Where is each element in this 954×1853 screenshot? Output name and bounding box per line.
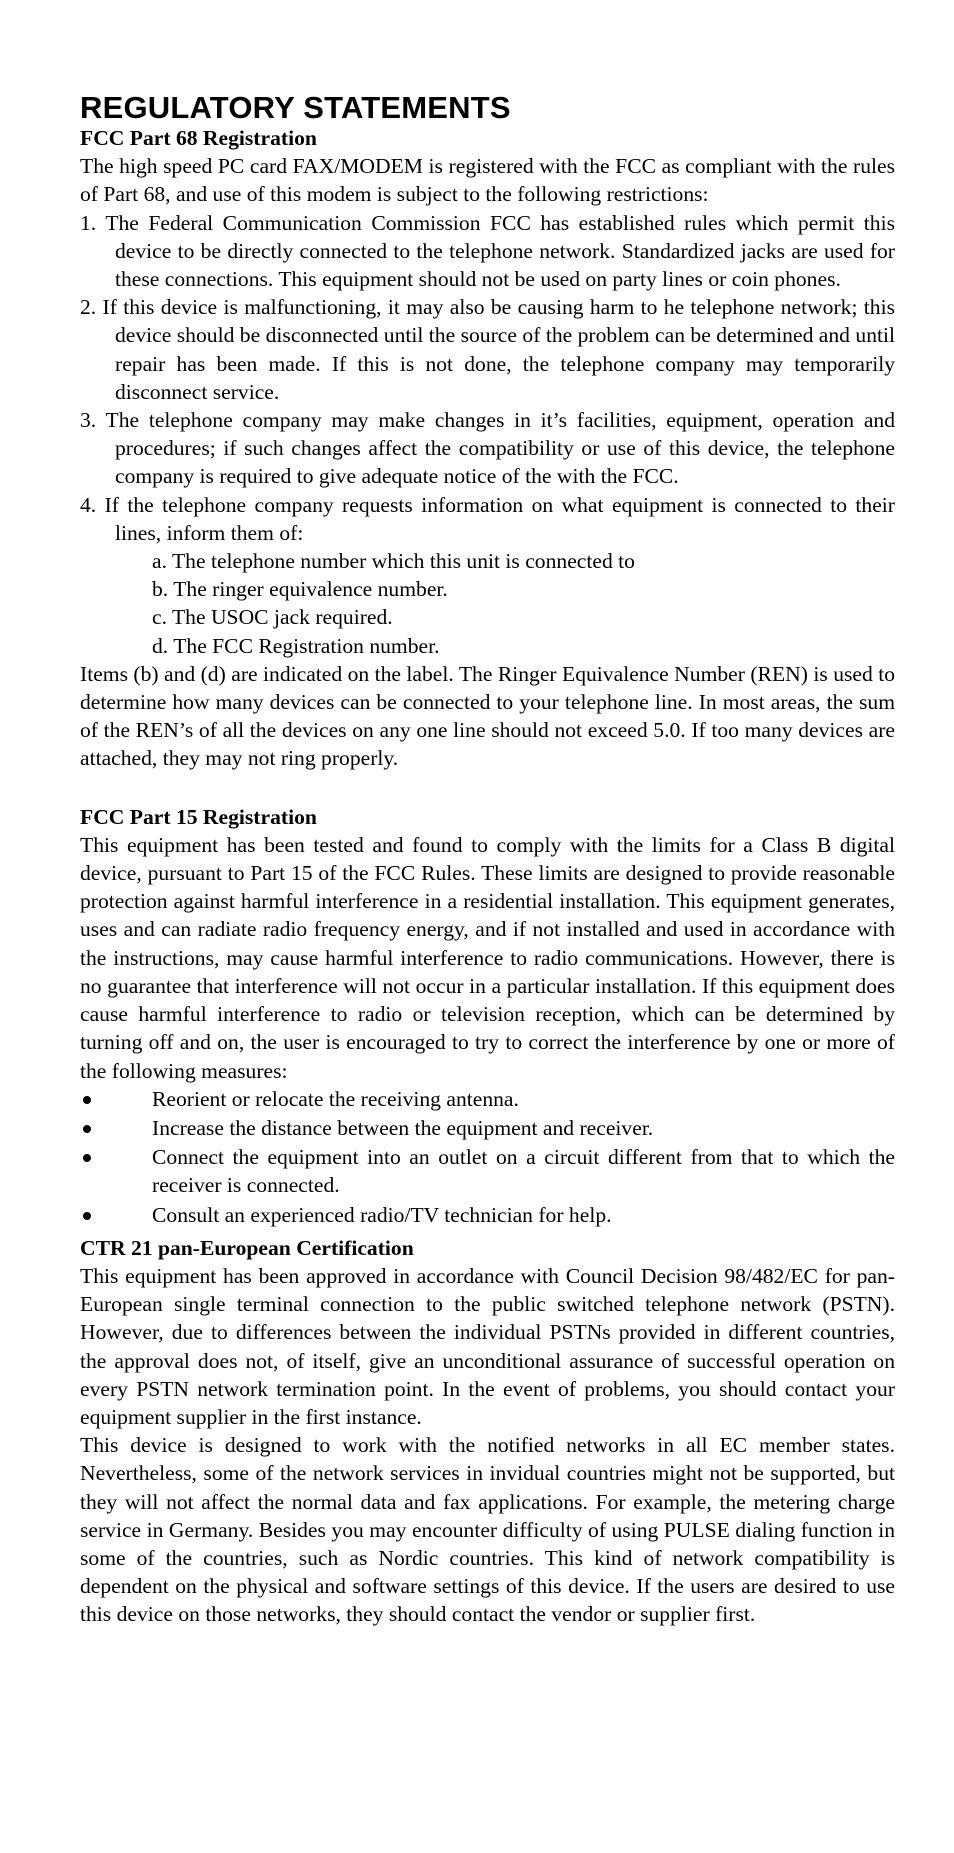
fcc-part-15-body: This equipment has been tested and found to comply with the limits for a Class B digital device, pursuant to Part 15 of the FCC Rules. These limits are designed to provide reasonable protection against harmful interference in a residential installation. This equipment generates, uses and can radiate radio frequency energy, and if not installed and used in accordance with the instructions, may cause harmful interference to radio communications. However, there is no guarantee that interference will not occur in a particular installation. If this equipment does cause harmful interference to radio or television reception, which can be determined by turning off and on, the user is encouraged to try to correct the interference by one or more of the following measures:: [80, 832, 895, 1083]
fcc-part-68-item-3: 3. The telephone company may make changes in it’s facilities, equipment, operation and procedures; if such changes affect the compatibility or use of this device, the telephone company is required to give adequate notice of the with the FCC.: [80, 408, 895, 489]
fcc-part-15-section: [80, 803, 895, 1229]
ctr-21-paragraph-1: This equipment has been approved in accordance with Council Decision 98/482/EC for pan-European single terminal connection to the public switched telephone network (PSTN). However, due to differences between the individual PSTNs provided in different countries, the approval does not, of itself, give an unconditional assurance of successful operation on every PSTN network termination point. In the event of problems, you should contact your equipment supplier in the first instance.: [80, 1263, 895, 1429]
document-page: [80, 88, 895, 1629]
list-item: [80, 1143, 895, 1199]
fcc-part-68-item-2: 2. If this device is malfunctioning, it may also be causing harm to he telephone network; this device should be disconnected until the source of the problem can be determined and until repair has been made. If this is not done, the telephone company may temporarily disconnect service.: [80, 295, 895, 404]
ctr-21-heading: CTR 21 pan-European Certification: [80, 1235, 414, 1260]
fcc-part-68-subitem-b: b. The ringer equivalence number.: [152, 577, 448, 602]
bullet-icon: [80, 1201, 152, 1229]
bullet-icon: [80, 1114, 152, 1142]
list-item-text: Consult an experienced radio/TV technician for help.: [152, 1202, 612, 1227]
ctr-21-section: [80, 1234, 895, 1629]
list-item-text: Reorient or relocate the receiving antenna.: [152, 1086, 519, 1111]
fcc-part-68-section: [80, 124, 895, 773]
fcc-part-68-subitem-c: c. The USOC jack required.: [152, 605, 393, 630]
list-item: [80, 1114, 895, 1142]
fcc-part-68-item-1: 1. The Federal Communication Commission FCC has established rules which permit this device to be directly connected to the telephone network. Standardized jacks are used for these connections. This equipment should not be used on party lines or coin phones.: [80, 210, 895, 292]
bullet-icon: [80, 1085, 152, 1113]
fcc-part-15-heading: FCC Part 15 Registration: [80, 804, 317, 829]
fcc-part-68-heading: FCC Part 68 Registration: [80, 126, 317, 150]
ctr-21-paragraph-2: This device is designed to work with the notified networks in all EC member states. Nevertheless, some of the network services in invidual countries might not be supported, but they will not affect the normal data and fax applications. For example, the metering charge service in Germany. Besides you may encounter difficulty of using PULSE dialing function in some of the countries, such as Nordic countries. This kind of network compatibility is dependent on the physical and software settings of this device. If the users are desired to use this device on those networks, they should contact the vendor or supplier first.: [80, 1433, 895, 1627]
list-item: [80, 1085, 895, 1113]
list-item: [80, 1201, 895, 1229]
fcc-part-15-measures-list: [80, 1085, 895, 1229]
page-title: REGULATORY STATEMENTS: [80, 90, 511, 125]
fcc-part-68-subitem-a: a. The telephone number which this unit is connected to: [152, 549, 635, 574]
list-item-text: Increase the distance between the equipment and receiver.: [152, 1115, 654, 1140]
fcc-part-68-closing: Items (b) and (d) are indicated on the label. The Ringer Equivalence Number (REN) is used to determine how many devices can be connected to your telephone line. In most areas, the sum of the REN’s of all the devices on any one line should not exceed 5.0. If too many devices are attached, they may not ring properly.: [80, 661, 895, 771]
fcc-part-68-subitem-d: d. The FCC Registration number.: [152, 633, 440, 658]
list-item-text: Connect the equipment into an outlet on a circuit different from that to which the receiver is connected.: [152, 1145, 895, 1198]
fcc-part-68-item-4: 4. If the telephone company requests information on what equipment is connected to their lines, inform them of:: [80, 492, 895, 545]
section-spacer: [80, 773, 895, 803]
bullet-icon: [80, 1143, 152, 1199]
fcc-part-68-intro: The high speed PC card FAX/MODEM is registered with the FCC as compliant with the rules of Part 68, and use of this modem is subject to the following restrictions:: [80, 154, 895, 207]
